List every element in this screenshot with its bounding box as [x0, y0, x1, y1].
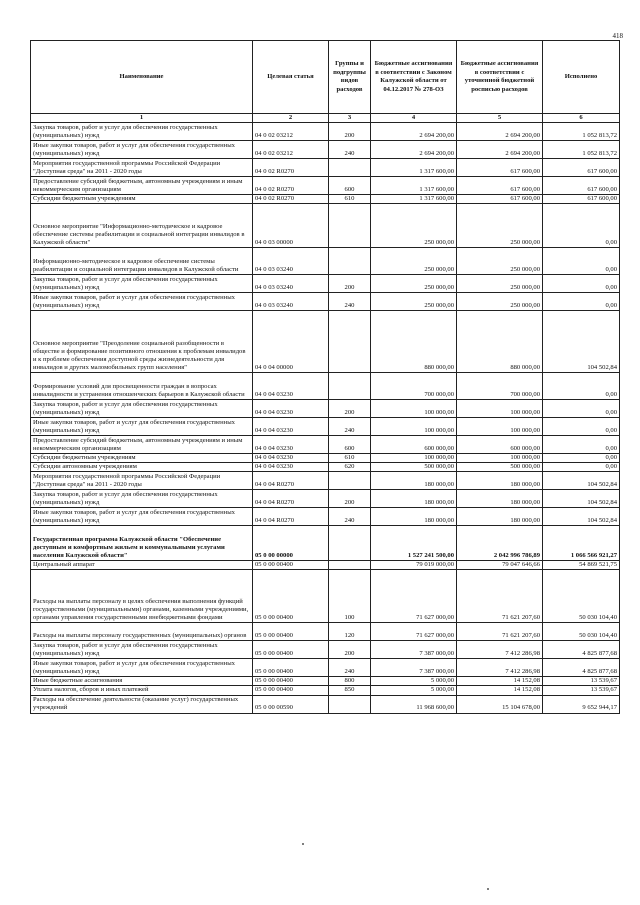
cell-expense-group: 200: [329, 123, 371, 141]
table-body: [31, 123, 620, 714]
cell-executed-amount: 104 502,84: [543, 508, 620, 526]
cell-law-amount: 11 968 600,00: [371, 695, 457, 713]
cell-name: Закупка товаров, работ и услуг для обеспечения государственных (муниципальных) нужд: [31, 123, 253, 141]
cell-name: Иные закупки товаров, работ и услуг для обеспечения государственных (муниципальных) нужд: [31, 659, 253, 677]
cell-expense-group: 200: [329, 275, 371, 293]
cell-target-code: 04 0 04 R0270: [253, 490, 329, 508]
cell-target-code: 04 0 02 03212: [253, 141, 329, 159]
cell-law-amount: 700 000,00: [371, 373, 457, 400]
header-code: Целевая статья: [253, 41, 329, 114]
table-row: [31, 400, 620, 418]
cell-name: Субсидии бюджетным учреждениям: [31, 195, 253, 204]
cell-name: Расходы на выплаты персоналу в целях обеспечения выполнения функций государственными (муниципальными) органами, казенными учреждениями, органами управления государственными внебюджетными фондами: [31, 570, 253, 623]
table-row: [31, 490, 620, 508]
cell-target-code: 05 0 00 00400: [253, 686, 329, 695]
cell-refined-amount: 14 152,08: [457, 686, 543, 695]
cell-refined-amount: 617 600,00: [457, 159, 543, 177]
cell-expense-group: 200: [329, 641, 371, 659]
table-row: [31, 159, 620, 177]
cell-expense-group: [329, 561, 371, 570]
table-row: [31, 677, 620, 686]
cell-name: Иные закупки товаров, работ и услуг для обеспечения государственных (муниципальных) нужд: [31, 508, 253, 526]
cell-law-amount: 250 000,00: [371, 248, 457, 275]
cell-name: Формирование условий для просвещенности граждан в вопросах инвалидности и устранения отношенческих барьеров в Калужской области: [31, 373, 253, 400]
cell-law-amount: 1 317 600,00: [371, 159, 457, 177]
cell-target-code: 04 0 03 03240: [253, 275, 329, 293]
cell-refined-amount: 250 000,00: [457, 248, 543, 275]
column-index: 6: [543, 114, 620, 123]
cell-expense-group: 240: [329, 418, 371, 436]
table-row: [31, 275, 620, 293]
table-row: [31, 472, 620, 490]
cell-name: Основное мероприятие "Информационно-методическое и кадровое обеспечение системы реабилитации и социальной интеграции инвалидов в Калужской области": [31, 204, 253, 248]
cell-expense-group: [329, 311, 371, 373]
cell-law-amount: 250 000,00: [371, 204, 457, 248]
column-index: 1: [31, 114, 253, 123]
cell-expense-group: 620: [329, 463, 371, 472]
table-row: [31, 570, 620, 623]
cell-target-code: 05 0 00 00400: [253, 641, 329, 659]
cell-executed-amount: 9 652 944,17: [543, 695, 620, 713]
cell-expense-group: 600: [329, 436, 371, 454]
table-row: [31, 463, 620, 472]
column-index: 4: [371, 114, 457, 123]
cell-expense-group: 240: [329, 141, 371, 159]
cell-executed-amount: 0,00: [543, 293, 620, 311]
cell-law-amount: 1 527 241 500,00: [371, 526, 457, 561]
cell-name: Иные закупки товаров, работ и услуг для обеспечения государственных (муниципальных) нужд: [31, 141, 253, 159]
cell-refined-amount: 250 000,00: [457, 204, 543, 248]
table-row: [31, 123, 620, 141]
table-row: [31, 561, 620, 570]
cell-expense-group: 100: [329, 570, 371, 623]
cell-name: Субсидии бюджетным учреждениям: [31, 454, 253, 463]
cell-target-code: 04 0 02 R0270: [253, 195, 329, 204]
cell-target-code: 05 0 00 00590: [253, 695, 329, 713]
cell-name: Иные бюджетные ассигнования: [31, 677, 253, 686]
cell-law-amount: 7 387 000,00: [371, 659, 457, 677]
cell-refined-amount: 2 694 200,00: [457, 141, 543, 159]
cell-expense-group: 240: [329, 293, 371, 311]
cell-expense-group: 240: [329, 659, 371, 677]
cell-law-amount: 71 627 000,00: [371, 570, 457, 623]
cell-target-code: 04 0 04 03230: [253, 454, 329, 463]
cell-executed-amount: 50 030 104,40: [543, 570, 620, 623]
cell-target-code: 04 0 04 03230: [253, 436, 329, 454]
cell-executed-amount: 0,00: [543, 373, 620, 400]
cell-law-amount: 600 000,00: [371, 436, 457, 454]
cell-refined-amount: 617 600,00: [457, 177, 543, 195]
cell-law-amount: 180 000,00: [371, 508, 457, 526]
cell-executed-amount: 4 825 877,68: [543, 641, 620, 659]
cell-executed-amount: 1 066 566 921,27: [543, 526, 620, 561]
cell-expense-group: 610: [329, 195, 371, 204]
table-row: [31, 177, 620, 195]
scan-speck: [302, 843, 304, 845]
column-index: 5: [457, 114, 543, 123]
table-row: [31, 418, 620, 436]
table-row: [31, 526, 620, 561]
table-row: [31, 641, 620, 659]
cell-name: Государственная программа Калужской области "Обеспечение доступным и комфортным жильем и коммунальными услугами населения Калужской области": [31, 526, 253, 561]
table-row: [31, 508, 620, 526]
cell-refined-amount: 7 412 286,98: [457, 659, 543, 677]
cell-law-amount: 1 317 600,00: [371, 177, 457, 195]
cell-law-amount: 5 000,00: [371, 686, 457, 695]
cell-refined-amount: 14 152,08: [457, 677, 543, 686]
cell-refined-amount: 880 000,00: [457, 311, 543, 373]
header-refined: Бюджетные ассигнования в соответствии с уточненной бюджетной росписью расходов: [457, 41, 543, 114]
cell-name: Закупка товаров, работ и услуг для обеспечения государственных (муниципальных) нужд: [31, 641, 253, 659]
cell-executed-amount: 0,00: [543, 275, 620, 293]
cell-expense-group: [329, 373, 371, 400]
cell-expense-group: 120: [329, 623, 371, 641]
cell-refined-amount: 2 694 200,00: [457, 123, 543, 141]
cell-expense-group: [329, 472, 371, 490]
table-row: [31, 141, 620, 159]
column-index-row: [31, 114, 620, 123]
cell-expense-group: 850: [329, 686, 371, 695]
cell-target-code: 05 0 00 00000: [253, 526, 329, 561]
cell-target-code: 04 0 03 00000: [253, 204, 329, 248]
cell-refined-amount: 250 000,00: [457, 275, 543, 293]
cell-law-amount: 880 000,00: [371, 311, 457, 373]
cell-name: Иные закупки товаров, работ и услуг для обеспечения государственных (муниципальных) нужд: [31, 293, 253, 311]
cell-name: Мероприятия государственной программы Российской Федерации "Доступная среда" на 2011 - 2020 годы: [31, 472, 253, 490]
cell-executed-amount: 0,00: [543, 204, 620, 248]
cell-law-amount: 2 694 200,00: [371, 141, 457, 159]
cell-refined-amount: 100 000,00: [457, 400, 543, 418]
cell-expense-group: 610: [329, 454, 371, 463]
cell-refined-amount: 100 000,00: [457, 454, 543, 463]
cell-refined-amount: 100 000,00: [457, 418, 543, 436]
cell-name: Основное мероприятие "Преодоление социальной разобщенности в обществе и формирование позитивного отношения к проблемам инвалидов и к проблеме обеспечения доступной среды жизнедеятельности для инвалидов и других маломобильных групп населения": [31, 311, 253, 373]
cell-target-code: 04 0 04 R0270: [253, 472, 329, 490]
cell-name: Закупка товаров, работ и услуг для обеспечения государственных (муниципальных) нужд: [31, 400, 253, 418]
cell-expense-group: [329, 248, 371, 275]
cell-refined-amount: 700 000,00: [457, 373, 543, 400]
cell-law-amount: 7 387 000,00: [371, 641, 457, 659]
cell-expense-group: [329, 526, 371, 561]
cell-name: Закупка товаров, работ и услуг для обеспечения государственных (муниципальных) нужд: [31, 490, 253, 508]
cell-target-code: 04 0 04 03230: [253, 418, 329, 436]
table-row: [31, 659, 620, 677]
table-row: [31, 686, 620, 695]
cell-executed-amount: 50 030 104,40: [543, 623, 620, 641]
cell-target-code: 04 0 04 03230: [253, 463, 329, 472]
cell-law-amount: 250 000,00: [371, 275, 457, 293]
cell-refined-amount: 7 412 286,98: [457, 641, 543, 659]
table-row: [31, 436, 620, 454]
cell-target-code: 04 0 04 03230: [253, 373, 329, 400]
cell-law-amount: 5 000,00: [371, 677, 457, 686]
cell-name: Центральный аппарат: [31, 561, 253, 570]
cell-expense-group: [329, 695, 371, 713]
cell-target-code: 05 0 00 00400: [253, 677, 329, 686]
cell-executed-amount: 0,00: [543, 400, 620, 418]
header-executed: Исполнено: [543, 41, 620, 114]
cell-law-amount: 79 019 000,00: [371, 561, 457, 570]
cell-law-amount: 100 000,00: [371, 400, 457, 418]
header-group: Группы и подгруппы видов расходов: [329, 41, 371, 114]
cell-name: Предоставление субсидий бюджетным, автономным учреждениям и иным некоммерческим организациям: [31, 436, 253, 454]
cell-executed-amount: 13 539,67: [543, 686, 620, 695]
cell-target-code: 05 0 00 00400: [253, 561, 329, 570]
cell-executed-amount: 104 502,84: [543, 490, 620, 508]
cell-refined-amount: 250 000,00: [457, 293, 543, 311]
cell-executed-amount: 4 825 877,68: [543, 659, 620, 677]
cell-target-code: 04 0 02 03212: [253, 123, 329, 141]
cell-executed-amount: 1 052 813,72: [543, 123, 620, 141]
cell-name: Субсидии автономным учреждениям: [31, 463, 253, 472]
cell-law-amount: 100 000,00: [371, 418, 457, 436]
cell-executed-amount: 617 600,00: [543, 159, 620, 177]
scan-speck: [487, 888, 489, 890]
cell-refined-amount: 180 000,00: [457, 508, 543, 526]
table-row: [31, 311, 620, 373]
cell-target-code: 05 0 00 00400: [253, 570, 329, 623]
cell-target-code: 04 0 04 00000: [253, 311, 329, 373]
cell-executed-amount: 104 502,84: [543, 311, 620, 373]
table-row: [31, 293, 620, 311]
cell-refined-amount: 500 000,00: [457, 463, 543, 472]
table-row: [31, 373, 620, 400]
cell-refined-amount: 71 621 207,60: [457, 623, 543, 641]
table-row: [31, 195, 620, 204]
cell-executed-amount: 0,00: [543, 248, 620, 275]
table-row: [31, 204, 620, 248]
cell-target-code: 05 0 00 00400: [253, 659, 329, 677]
cell-target-code: 05 0 00 00400: [253, 623, 329, 641]
cell-refined-amount: 2 042 996 786,89: [457, 526, 543, 561]
cell-law-amount: 71 627 000,00: [371, 623, 457, 641]
column-index: 2: [253, 114, 329, 123]
cell-expense-group: 600: [329, 177, 371, 195]
cell-expense-group: [329, 204, 371, 248]
cell-refined-amount: 71 621 207,60: [457, 570, 543, 623]
cell-refined-amount: 15 104 678,00: [457, 695, 543, 713]
cell-refined-amount: 180 000,00: [457, 490, 543, 508]
cell-name: Мероприятия государственной программы Российской Федерации "Доступная среда" на 2011 - 2020 годы: [31, 159, 253, 177]
cell-name: Расходы на обеспечение деятельности (оказание услуг) государственных учреждений: [31, 695, 253, 713]
cell-executed-amount: 0,00: [543, 463, 620, 472]
cell-law-amount: 180 000,00: [371, 490, 457, 508]
cell-refined-amount: 79 047 646,66: [457, 561, 543, 570]
cell-law-amount: 250 000,00: [371, 293, 457, 311]
cell-executed-amount: 104 502,84: [543, 472, 620, 490]
header-law: Бюджетные ассигнования в соответствии с Законом Калужской области от 04.12.2017 № 278-ОЗ: [371, 41, 457, 114]
cell-name: Информационно-методическое и кадровое обеспечение системы реабилитации и социальной интеграции инвалидов в Калужской области: [31, 248, 253, 275]
cell-expense-group: 200: [329, 400, 371, 418]
table-row: [31, 695, 620, 713]
cell-target-code: 04 0 03 03240: [253, 248, 329, 275]
cell-refined-amount: 600 000,00: [457, 436, 543, 454]
cell-name: Расходы на выплаты персоналу государственных (муниципальных) органов: [31, 623, 253, 641]
cell-expense-group: 200: [329, 490, 371, 508]
budget-table: [30, 40, 620, 714]
cell-target-code: 04 0 02 R0270: [253, 177, 329, 195]
cell-law-amount: 180 000,00: [371, 472, 457, 490]
cell-executed-amount: 54 869 521,75: [543, 561, 620, 570]
cell-executed-amount: 1 052 813,72: [543, 141, 620, 159]
cell-law-amount: 1 317 600,00: [371, 195, 457, 204]
cell-expense-group: [329, 159, 371, 177]
cell-target-code: 04 0 02 R0270: [253, 159, 329, 177]
cell-executed-amount: 617 600,00: [543, 195, 620, 204]
cell-target-code: 04 0 04 03230: [253, 400, 329, 418]
cell-name: Закупка товаров, работ и услуг для обеспечения государственных (муниципальных) нужд: [31, 275, 253, 293]
table-row: [31, 623, 620, 641]
cell-law-amount: 100 000,00: [371, 454, 457, 463]
cell-name: Уплата налогов, сборов и иных платежей: [31, 686, 253, 695]
cell-executed-amount: 0,00: [543, 436, 620, 454]
cell-expense-group: 240: [329, 508, 371, 526]
cell-refined-amount: 617 600,00: [457, 195, 543, 204]
cell-target-code: 04 0 04 R0270: [253, 508, 329, 526]
header-name: Наименование: [31, 41, 253, 114]
cell-refined-amount: 180 000,00: [457, 472, 543, 490]
cell-target-code: 04 0 03 03240: [253, 293, 329, 311]
header-row: [31, 41, 620, 114]
cell-executed-amount: 617 600,00: [543, 177, 620, 195]
cell-executed-amount: 0,00: [543, 454, 620, 463]
cell-expense-group: 800: [329, 677, 371, 686]
page-number: 418: [612, 32, 623, 40]
cell-executed-amount: 0,00: [543, 418, 620, 436]
column-index: 3: [329, 114, 371, 123]
cell-executed-amount: 13 539,67: [543, 677, 620, 686]
table-row: [31, 248, 620, 275]
cell-law-amount: 500 000,00: [371, 463, 457, 472]
cell-law-amount: 2 694 200,00: [371, 123, 457, 141]
cell-name: Предоставление субсидий бюджетным, автономным учреждениям и иным некоммерческим организациям: [31, 177, 253, 195]
table-row: [31, 454, 620, 463]
cell-name: Иные закупки товаров, работ и услуг для обеспечения государственных (муниципальных) нужд: [31, 418, 253, 436]
